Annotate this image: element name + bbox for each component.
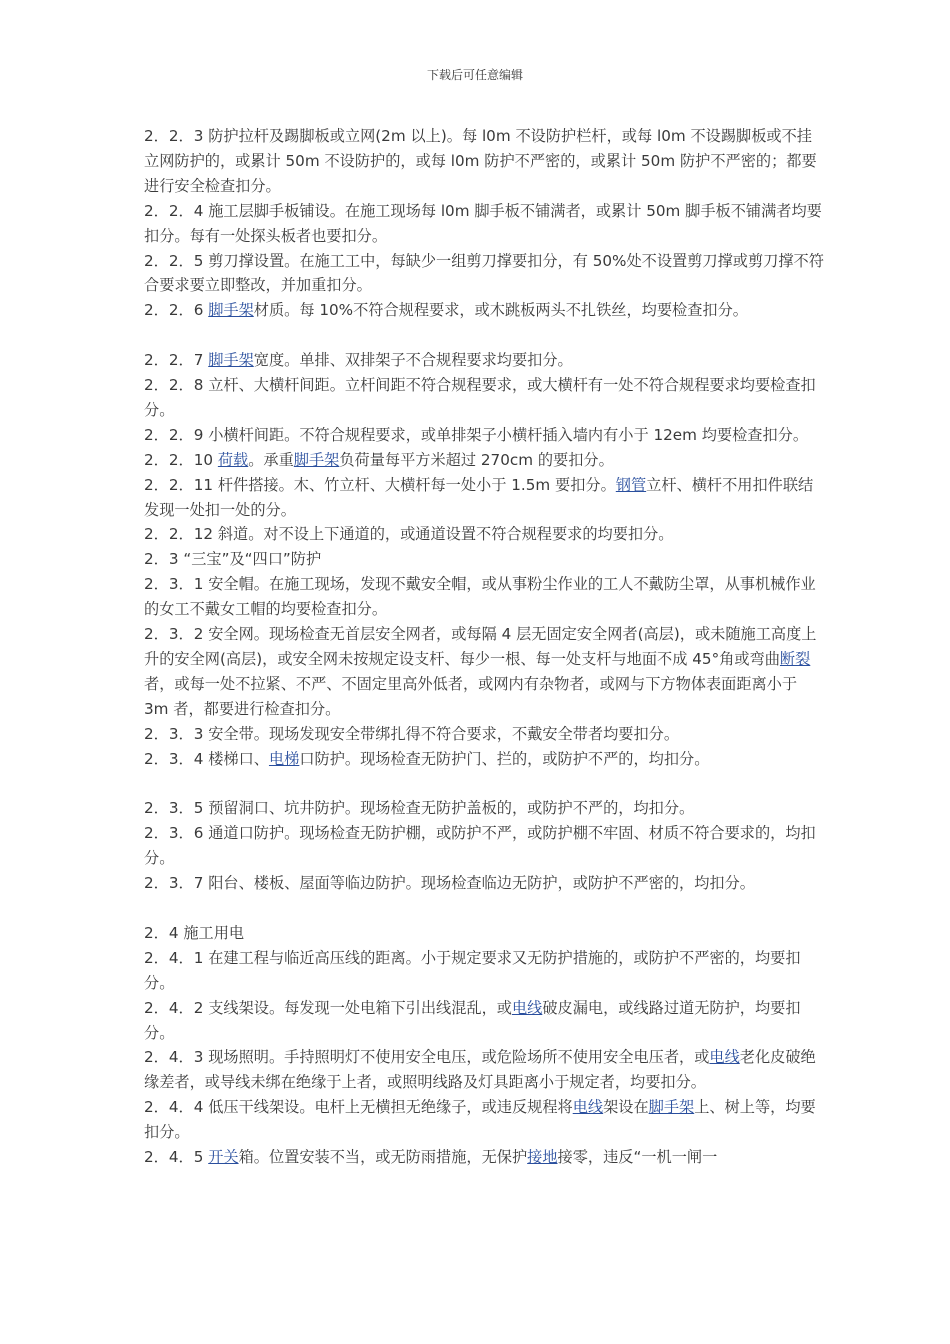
paragraph xyxy=(144,373,824,423)
paragraph-text: 2．2．6 xyxy=(144,301,209,320)
paragraph-text: 2．3．6 通道口防护。现场检查无防护棚，或防护不严，或防护棚不牢固、材质不符合要求的，均扣分。 xyxy=(144,824,816,868)
paragraph-text: 接零，违反“一机一闸一 xyxy=(557,1148,718,1167)
paragraph xyxy=(144,1045,824,1095)
paragraph-text: 2．2．11 杆件搭接。木、竹立杆、大横杆每一处小于 1.5m 要扣分。 xyxy=(144,475,616,494)
paragraph-text: 2．3．4 楼梯口、 xyxy=(144,749,269,768)
paragraph-text: 上、树上等，均要扣分。 xyxy=(144,1098,816,1142)
paragraph xyxy=(144,199,824,249)
blank-line xyxy=(144,896,824,921)
paragraph-text: 立杆、横杆不用扣件联结发现一处扣一处的分。 xyxy=(144,475,814,519)
paragraph-text: 2．2．12 斜道。对不设上下通道的，或通道设置不符合规程要求的均要扣分。 xyxy=(144,525,674,544)
paragraph xyxy=(144,946,824,996)
paragraph xyxy=(144,348,824,373)
paragraph xyxy=(144,298,824,323)
paragraph-text: 2．4．2 支线架设。每发现一处电箱下引出线混乱，或 xyxy=(144,998,512,1017)
paragraph xyxy=(144,821,824,871)
paragraph-text: 2．4 施工用电 xyxy=(144,923,245,942)
paragraph-text: 破皮漏电，或线路过道无防护，均要扣分。 xyxy=(144,998,801,1042)
paragraph xyxy=(144,473,824,523)
paragraph xyxy=(144,871,824,896)
paragraph-text: 架设在 xyxy=(603,1098,649,1117)
paragraph-text: 箱。位置安装不当，或无防雨措施，无保护 xyxy=(238,1148,528,1167)
paragraph-text: 材质。每 10%不符合规程要求，或木跳板两头不扎铁丝，均要检查扣分。 xyxy=(253,301,748,320)
term-link[interactable]: 电线 xyxy=(572,1098,604,1117)
paragraph-text: 老化皮破绝缘差者，或导线未绑在绝缘于上者，或照明线路及灯具距离小于规定者，均要扣分。 xyxy=(144,1048,816,1092)
paragraph-text: 口防护。现场检查无防护门、拦的，或防护不严的，均扣分。 xyxy=(299,749,710,768)
paragraph-text: 2．4．4 低压干线架设。电杆上无横担无绝缘子，或违反规程将 xyxy=(144,1098,573,1117)
paragraph-text: 2．3．1 安全帽。在施工现场，发现不戴安全帽，或从事粉尘作业的工人不戴防尘罩，从事机械作业的女工不戴女工帽的均要检查扣分。 xyxy=(144,575,816,619)
paragraph-text: 宽度。单排、双排架子不合规程要求均要扣分。 xyxy=(253,351,573,370)
term-link[interactable]: 钢管 xyxy=(615,475,647,494)
paragraph xyxy=(144,996,824,1046)
paragraph-text: 者，或每一处不拉紧、不严、不固定里高外低者，或网内有杂物者，或网与下方物体表面距离小于 3m 者，都要进行检查扣分。 xyxy=(144,674,798,718)
term-link[interactable]: 脚手架 xyxy=(293,450,340,469)
paragraph xyxy=(144,622,824,722)
paragraph-text: 2．2．3 防护拉杆及踢脚板或立网(2m 以上)。每 l0m 不设防护栏杆，或每 l0m 不设踢脚板或不挂立网防护的，或累计 50m 不设防护的，或每 l0m 防护不严密的，或累计 50m 防护不严密的；都要进行安全检查扣分。 xyxy=(144,127,817,195)
term-link[interactable]: 电梯 xyxy=(268,749,300,768)
term-link[interactable]: 脚手架 xyxy=(208,351,254,370)
term-link[interactable]: 电线 xyxy=(709,1048,740,1067)
paragraph xyxy=(144,448,824,473)
paragraph-text: 2．3．5 预留洞口、坑井防护。现场检查无防护盖板的，或防护不严的，均扣分。 xyxy=(144,799,695,818)
paragraph-text: 负荷量每平方米超过 270cm 的要扣分。 xyxy=(339,450,614,469)
paragraph-text: 2．2．5 剪刀撑设置。在施工工中，每缺少一组剪刀撑要扣分，有 50%处不设置剪刀撑或剪刀撑不符合要求要立即整改，并加重扣分。 xyxy=(144,251,824,295)
term-link[interactable]: 荷载 xyxy=(217,450,249,469)
paragraph xyxy=(144,423,824,448)
term-link[interactable]: 断裂 xyxy=(779,650,811,669)
paragraph xyxy=(144,747,824,772)
paragraph-text: 2．3．7 阳台、楼板、屋面等临边防护。现场检查临边无防护，或防护不严密的，均扣分。 xyxy=(144,874,755,893)
paragraph-text: 2．4．1 在建工程与临近高压线的距离。小于规定要求又无防护措施的，或防护不严密的，均要扣分。 xyxy=(144,948,801,992)
term-link[interactable]: 脚手架 xyxy=(648,1098,695,1117)
paragraph-text: 2．3．3 安全带。现场发现安全带绑扎得不符合要求，不戴安全带者均要扣分。 xyxy=(144,724,680,743)
paragraph xyxy=(144,124,824,199)
paragraph-text: 2．2．10 xyxy=(144,450,218,469)
paragraph-text: 2．2．8 立杆、大横杆间距。立杆间距不符合规程要求，或大横杆有一处不符合规程要求均要检查扣分。 xyxy=(144,376,816,419)
paragraph xyxy=(144,522,824,547)
page-header: 下载后可任意编辑 xyxy=(426,68,523,82)
term-link[interactable]: 开关 xyxy=(208,1148,239,1167)
term-link[interactable]: 脚手架 xyxy=(208,301,254,320)
paragraph-text: 2．2．7 xyxy=(144,351,209,370)
paragraph xyxy=(144,572,824,622)
paragraph-text: 2．2．4 施工层脚手板铺设。在施工现场每 l0m 脚手板不铺满者，或累计 50m 脚手板不铺满者均要扣分。每有一处探头板者也要扣分。 xyxy=(144,201,822,245)
paragraph-text: 2．4．3 现场照明。手持照明灯不使用安全电压，或危险场所不使用安全电压者，或 xyxy=(144,1048,710,1067)
paragraph xyxy=(144,249,824,299)
paragraph-text: 2．3 “三宝”及“四口”防护 xyxy=(144,550,322,569)
paragraph xyxy=(144,1145,824,1170)
paragraph-text: 2．3．2 安全网。现场检查无首层安全网者，或每隔 4 层无固定安全网者(高层)，或未随施工高度上升的安全网(高层)，或安全网未按规定设支杆、每少一根、每一处支杆与地面不成 45°角或弯曲 xyxy=(144,625,817,669)
paragraph xyxy=(144,796,824,821)
paragraph xyxy=(144,1095,824,1145)
paragraph-text: 2．4．5 xyxy=(144,1148,209,1167)
paragraph xyxy=(144,921,824,946)
paragraph-text: 。承重 xyxy=(248,450,294,469)
term-link[interactable]: 接地 xyxy=(527,1148,558,1167)
blank-line xyxy=(144,323,824,348)
term-link[interactable]: 电线 xyxy=(511,998,543,1017)
document-body xyxy=(144,124,824,1170)
blank-line xyxy=(144,772,824,797)
paragraph xyxy=(144,722,824,747)
paragraph-text: 2．2．9 小横杆间距。不符合规程要求，或单排架子小横杆插入墙内有小于 12em 均要检查扣分。 xyxy=(144,425,809,444)
paragraph xyxy=(144,547,824,572)
